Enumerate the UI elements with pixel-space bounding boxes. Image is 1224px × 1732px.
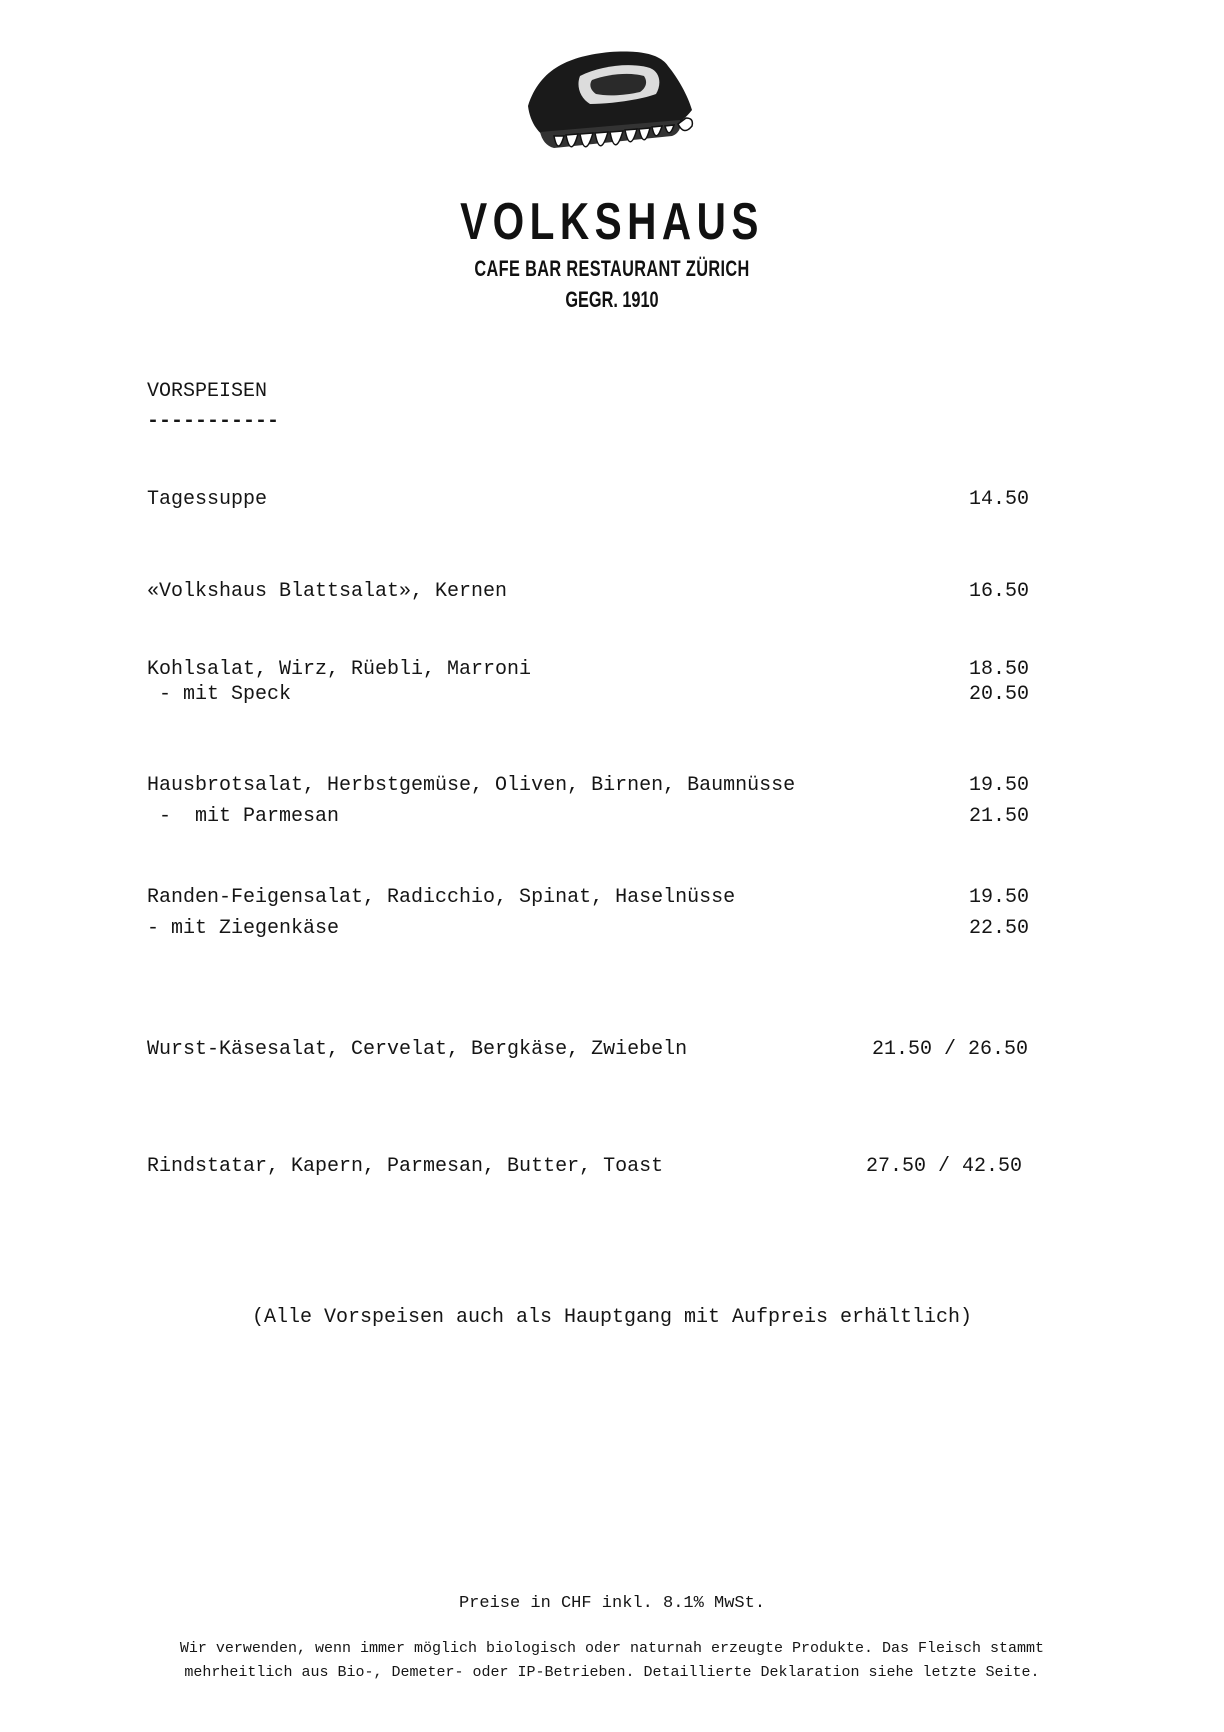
teeth-dentures-logo-icon — [510, 48, 710, 168]
menu-item-name: Kohlsalat, Wirz, Rüebli, Marroni — [147, 658, 532, 681]
menu-item-price: 18.50 — [969, 658, 1030, 681]
founded-year: GEGR. 1910 — [565, 287, 659, 312]
price-info: Preise in CHF inkl. 8.1% MwSt. — [458, 1594, 766, 1613]
menu-item-price: 19.50 — [969, 886, 1030, 909]
menu-item-price: 20.50 — [969, 683, 1030, 706]
menu-item-name: Hausbrotsalat, Herbstgemüse, Oliven, Birnen, Baumnüsse — [147, 774, 796, 797]
menu-item-price: 14.50 — [969, 488, 1030, 511]
declaration-line: Wir verwenden, wenn immer möglich biologisch oder naturnah erzeugte Produkte. Das Fleisch stammt — [179, 1640, 1045, 1657]
menu-item-price: 16.50 — [969, 580, 1030, 603]
menu-item-name: «Volkshaus Blattsalat», Kernen — [147, 580, 508, 603]
menu-item-variant: - mit Speck — [147, 683, 292, 706]
declaration-line: mehrheitlich aus Bio-, Demeter- oder IP-Betrieben. Detaillierte Deklaration siehe letzte Seite. — [184, 1664, 1040, 1681]
menu-item-variant: - mit Ziegenkäse — [147, 917, 340, 940]
menu-item-price: 21.50 / 26.50 — [872, 1038, 1029, 1061]
menu-item-price: 22.50 — [969, 917, 1030, 940]
restaurant-name: VOLKSHAUS — [460, 193, 764, 251]
main-course-note: (Alle Vorspeisen auch als Hauptgang mit Aufpreis erhältlich) — [251, 1306, 973, 1329]
restaurant-subtitle: CAFE BAR RESTAURANT ZÜRICH — [474, 256, 750, 281]
menu-item-name: Tagessuppe — [147, 488, 268, 511]
menu-item-name: Randen-Feigensalat, Radicchio, Spinat, Haselnüsse — [147, 886, 736, 909]
menu-item-price: 21.50 — [969, 805, 1030, 828]
menu-item-name: Rindstatar, Kapern, Parmesan, Butter, Toast — [147, 1155, 664, 1178]
sourcing-declaration — [0, 1637, 1224, 1685]
menu-item-name: Wurst-Käsesalat, Cervelat, Bergkäse, Zwiebeln — [147, 1038, 688, 1061]
menu-item-price: 19.50 — [969, 774, 1030, 797]
section-underline: ----------- — [147, 410, 280, 433]
menu-item-variant: - mit Parmesan — [147, 805, 340, 828]
section-title: VORSPEISEN — [147, 380, 268, 403]
menu-item-price: 27.50 / 42.50 — [866, 1155, 1023, 1178]
